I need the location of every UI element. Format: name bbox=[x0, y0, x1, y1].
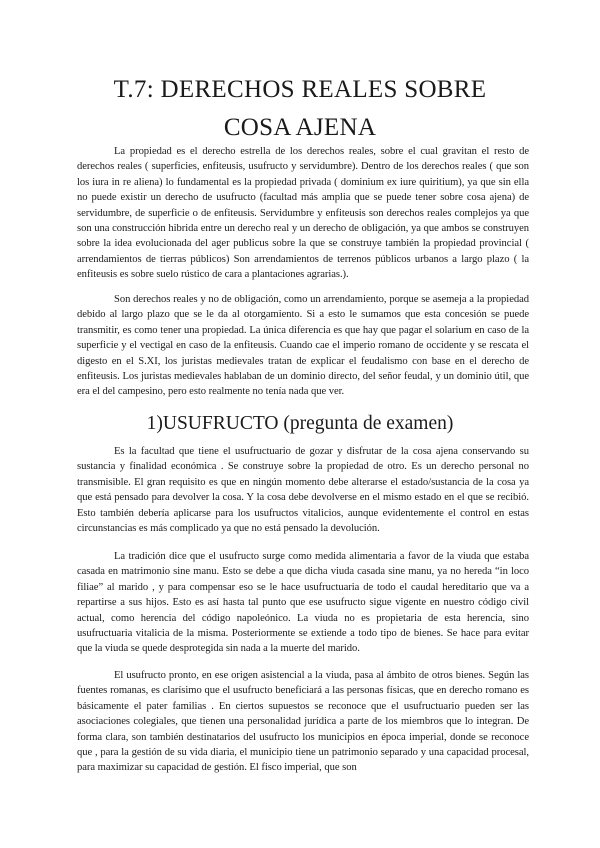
paragraph-text: Es la facultad que tiene el usufructuario de gozar y disfrutar de la cosa ajena conservando su sustancia y finalidad económica . Se construye sobre la propiedad de otro. Es un derecho personal no transmisible. El gran requisito es que en ningún momento debe alterarse el estado/sustancia de la cosa ya que está pensado para devolver la cosa. Y la cosa debe devolverse en el mismo estado en el que se recibió. Esto también debería aplicarse para los usufructos vitalicios, aunque evidentemente el control en estas circunstancias es más complicado ya que no está pensado la devolución. bbox=[77, 446, 529, 535]
paragraph-2 bbox=[77, 292, 529, 400]
paragraph-text: Son derechos reales y no de obligación, como un arrendamiento, porque se asemeja a la propiedad debido al largo plazo que se le da al otorgamiento. Si a esto le sumamos que esta concesión se puede transmitir, es como tener una propiedad. La única diferencia es que hay que pagar el solarium en caso de la superficie y el vectigal en caso de la enfiteusis. Cuando cae el imperio romano de occidente y se rescata el digesto en el S.XI, los juristas medievales tratan de explicar el feudalismo con base en el derecho de enfiteusis. Los juristas medievales hablaban de un dominio directo, del señor feudal, y un dominio útil, que era el del campesino, pero esto realmente no tenía nada que ver. bbox=[77, 294, 529, 398]
page-title-line-2: COSA AJENA bbox=[223, 114, 377, 141]
paragraph-text: La tradición dice que el usufructo surge como medida alimentaria a favor de la viuda que estaba casada en matrimonio sine manu. Esto se debe a que dicha viuda casada sine manu, ya no hereda “in loco filiae” al marido , y para compensar eso se le hace usufructuaria de todo el caudal hereditario que va a repartirse a sus hijos. Esto es así hasta tal punto que ese usufructo sigue vigente en nuestro código civil actual, como herencia del código napoleónico. La viuda no es propietaria de esta herencia, sino usufructuaria vitalicia de la misma. Posteriormente se extiende a todo tipo de bienes. Se hace para evitar que la viuda se quede desprotegida sin nada a la muerte del marido. bbox=[77, 551, 529, 655]
page-title-line-1: T.7: DERECHOS REALES SOBRE bbox=[113, 76, 487, 103]
paragraph-1 bbox=[77, 144, 529, 283]
paragraph-5 bbox=[77, 668, 529, 776]
paragraph-text: La propiedad es el derecho estrella de los derechos reales, sobre el cual gravitan el resto de derechos reales ( superficies, enfiteusis, usufructo y servidumbre). Dentro de los derechos reales ( que son los iura in re aliena) lo fundamental es la propiedad privada ( dominium ex iure quiritium), ya que sin ella no puede existir un derecho de usufructo (facultad más amplia que se puede tener sobre cosa ajena) de servidumbre, de superficie o de enfiteusis. Servidumbre y enfiteusis son derechos reales complejos ya que son una construcción hibrida entre un derecho real y un derecho de obligación, ya que ambos se construyen sobre la idea evolucionada del ager publicus sobre la que se construye también la propiedad provincial ( arrendamientos de tierras públicos) Son arrendamientos de terrenos públicos urbanos a largo plazo ( la enfiteusis es sobre suelo rústico de cara a plantaciones agrarias.). bbox=[77, 146, 529, 281]
section-heading: 1)USUFRUCTO (pregunta de examen) bbox=[146, 413, 454, 434]
paragraph-4 bbox=[77, 549, 529, 657]
paragraph-text: El usufructo pronto, en ese origen asistencial a la viuda, pasa al ámbito de otros bienes. Según las fuentes romanas, es clarísimo que el usufructo beneficiará a las personas físicas, que en derecho romano es básicamente el pater familias . En ciertos supuestos se reconoce que el usufructuario pueden ser las asociaciones colegiales, que tienen una personalidad jurídica a parte de los miembros que lo integran. De forma clara, son también destinatarios del usufructo los municipios en época imperial, donde se reconoce que , para la gestión de su vida diaria, el municipio tiene un patrimonio separado y una capacidad procesal, para maximizar su capacidad de gestión. El fisco imperial, que son bbox=[77, 670, 529, 774]
paragraph-3 bbox=[77, 444, 529, 536]
